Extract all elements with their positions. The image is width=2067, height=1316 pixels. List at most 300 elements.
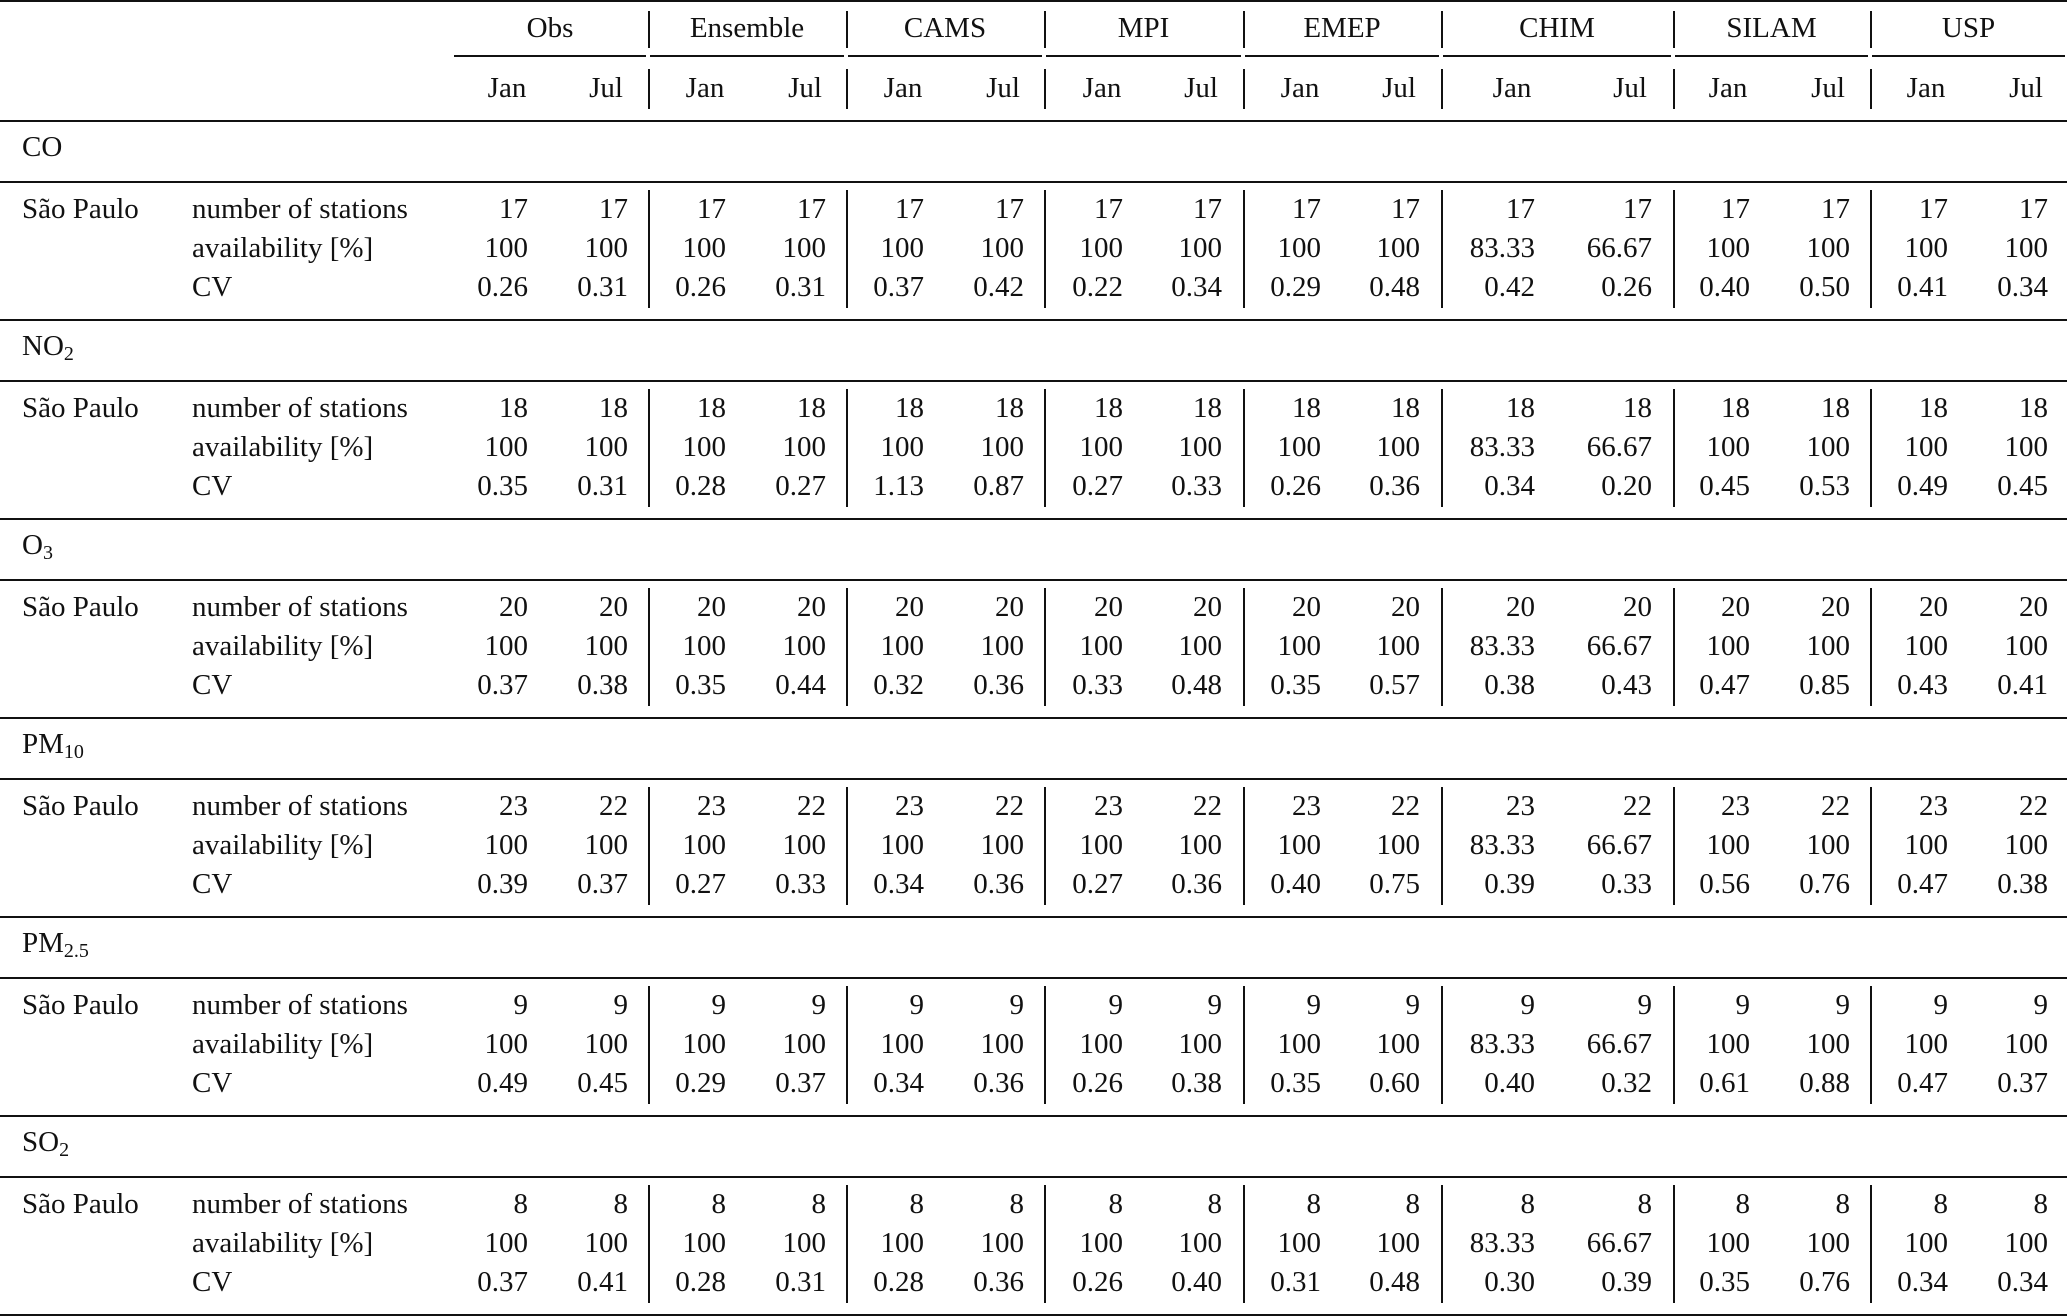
species-name: CO [22, 131, 63, 163]
table-cell: 0.35 [477, 470, 528, 502]
table-cell: 9 [1306, 989, 1321, 1021]
table-cell: 0.57 [1369, 669, 1420, 701]
row-label: number of stations [192, 989, 408, 1021]
table-cell: 100 [1079, 829, 1123, 861]
group-header: Ensemble [689, 12, 805, 44]
species-subscript: 2 [63, 343, 74, 365]
table-cell: 20 [1391, 591, 1420, 623]
table-cell: 100 [1806, 232, 1850, 264]
table-cell: 18 [1292, 392, 1321, 424]
table-cell: 8 [1637, 1188, 1652, 1220]
table-cell: 0.43 [1601, 669, 1652, 701]
column-divider [846, 190, 848, 308]
table-cell: 20 [2019, 591, 2048, 623]
table-cell: 100 [1376, 232, 1420, 264]
table-cell: 0.26 [675, 271, 726, 303]
table-cell: 23 [499, 790, 528, 822]
table-cell: 8 [909, 1188, 924, 1220]
table-cell: 100 [980, 1028, 1024, 1060]
table-cell: 17 [1919, 193, 1948, 225]
column-divider [1044, 1185, 1046, 1303]
table-cell: 18 [599, 392, 628, 424]
table-cell: 0.28 [675, 1266, 726, 1298]
month-header: Jul [2009, 72, 2043, 104]
table-cell: 0.56 [1699, 868, 1750, 900]
table-cell: 100 [682, 1227, 726, 1259]
table-cell: 17 [599, 193, 628, 225]
table-cell: 66.67 [1586, 829, 1652, 861]
table-cell: 8 [2033, 1188, 2048, 1220]
column-divider [1673, 389, 1675, 507]
table-cell: 100 [1806, 431, 1850, 463]
table-cell: 17 [1821, 193, 1850, 225]
table-cell: 9 [2033, 989, 2048, 1021]
table-cell: 100 [782, 630, 826, 662]
table-cell: 0.48 [1171, 669, 1222, 701]
table-cell: 17 [895, 193, 924, 225]
table-cell: 100 [1277, 232, 1321, 264]
site-label: São Paulo [22, 790, 139, 822]
table-cell: 0.88 [1799, 1067, 1850, 1099]
column-divider [1243, 1185, 1245, 1303]
table-cell: 8 [1207, 1188, 1222, 1220]
table-cell: 8 [1835, 1188, 1850, 1220]
table-cell: 17 [1506, 193, 1535, 225]
table-cell: 100 [584, 630, 628, 662]
month-header: Jul [1811, 72, 1845, 104]
species-subscript: 2 [59, 1139, 70, 1161]
table-cell: 100 [2004, 1028, 2048, 1060]
table-cell: 20 [1506, 591, 1535, 623]
column-divider [1673, 986, 1675, 1104]
table-cell: 100 [1079, 232, 1123, 264]
column-divider [648, 787, 650, 905]
table-cell: 0.31 [775, 271, 826, 303]
table-cell: 8 [1009, 1188, 1024, 1220]
column-divider [648, 1185, 650, 1303]
table-cell: 100 [1904, 630, 1948, 662]
table-cell: 18 [697, 392, 726, 424]
table-cell: 100 [1277, 630, 1321, 662]
table-cell: 100 [584, 1028, 628, 1060]
group-underline [1675, 55, 1868, 57]
species-label [22, 1125, 69, 1159]
table-cell: 8 [1520, 1188, 1535, 1220]
table-cell: 100 [584, 829, 628, 861]
group-header: CAMS [903, 12, 987, 44]
table-cell: 17 [995, 193, 1024, 225]
table-cell: 20 [1721, 591, 1750, 623]
table-cell: 0.36 [1369, 470, 1420, 502]
row-label: availability [%] [192, 431, 374, 463]
table-cell: 0.76 [1799, 1266, 1850, 1298]
table-cell: 0.20 [1601, 470, 1652, 502]
site-label: São Paulo [22, 591, 139, 623]
table-cell: 22 [1623, 790, 1652, 822]
column-divider [648, 389, 650, 507]
table-cell: 100 [1178, 630, 1222, 662]
table-cell: 66.67 [1586, 232, 1652, 264]
row-label: CV [192, 868, 233, 900]
table-cell: 100 [484, 1227, 528, 1259]
table-cell: 18 [797, 392, 826, 424]
table-cell: 8 [1735, 1188, 1750, 1220]
table-cell: 0.39 [1484, 868, 1535, 900]
month-header: Jul [1382, 72, 1416, 104]
table-cell: 100 [1806, 1227, 1850, 1259]
table-cell: 18 [895, 392, 924, 424]
table-cell: 100 [484, 431, 528, 463]
table-cell: 100 [980, 630, 1024, 662]
section-rule [0, 319, 2067, 321]
row-label: availability [%] [192, 630, 374, 662]
table-cell: 9 [811, 989, 826, 1021]
table-cell: 100 [1376, 1227, 1420, 1259]
table-cell: 9 [1735, 989, 1750, 1021]
column-divider [1441, 588, 1443, 706]
table-cell: 0.36 [973, 669, 1024, 701]
table-cell: 17 [1721, 193, 1750, 225]
table-cell: 100 [1904, 1227, 1948, 1259]
section-rule [0, 518, 2067, 520]
table-cell: 23 [1094, 790, 1123, 822]
species-label [22, 329, 74, 363]
species-rule [0, 778, 2067, 780]
species-label [22, 727, 84, 761]
group-underline [848, 55, 1042, 57]
table-cell: 9 [513, 989, 528, 1021]
species-rule [0, 977, 2067, 979]
month-header: Jul [986, 72, 1020, 104]
table-cell: 17 [1292, 193, 1321, 225]
table-cell: 0.34 [1171, 271, 1222, 303]
column-divider [1673, 588, 1675, 706]
month-header: Jul [1184, 72, 1218, 104]
table-cell: 8 [1405, 1188, 1420, 1220]
column-divider [846, 389, 848, 507]
table-cell: 9 [613, 989, 628, 1021]
table-cell: 0.35 [1270, 669, 1321, 701]
group-underline [1872, 55, 2065, 57]
top-rule [0, 0, 2067, 2]
table-cell: 0.26 [477, 271, 528, 303]
row-label: CV [192, 669, 233, 701]
row-label: number of stations [192, 193, 408, 225]
table-cell: 100 [980, 1227, 1024, 1259]
table-cell: 17 [1094, 193, 1123, 225]
table-cell: 0.34 [1997, 1266, 2048, 1298]
table-cell: 100 [880, 829, 924, 861]
row-label: number of stations [192, 1188, 408, 1220]
table-cell: 0.32 [873, 669, 924, 701]
table-cell: 100 [1904, 1028, 1948, 1060]
table-cell: 100 [484, 232, 528, 264]
table-cell: 0.26 [1072, 1266, 1123, 1298]
table-cell: 20 [1094, 591, 1123, 623]
column-divider [648, 986, 650, 1104]
month-divider [1870, 69, 1872, 109]
table-cell: 9 [909, 989, 924, 1021]
table-cell: 100 [782, 1028, 826, 1060]
table-cell: 100 [1277, 431, 1321, 463]
table-cell: 0.33 [1072, 669, 1123, 701]
table-cell: 100 [782, 1227, 826, 1259]
table-cell: 0.41 [1897, 271, 1948, 303]
column-divider [846, 787, 848, 905]
table-cell: 18 [995, 392, 1024, 424]
table-cell: 0.40 [1699, 271, 1750, 303]
table-cell: 18 [1391, 392, 1420, 424]
table-cell: 100 [1178, 232, 1222, 264]
table-cell: 0.76 [1799, 868, 1850, 900]
table-cell: 0.34 [873, 1067, 924, 1099]
species-name: NO [22, 330, 64, 362]
species-subscript: 2.5 [63, 940, 89, 962]
table-cell: 100 [1079, 1028, 1123, 1060]
column-divider [1441, 1185, 1443, 1303]
table-cell: 20 [1919, 591, 1948, 623]
table-cell: 100 [1178, 1028, 1222, 1060]
table-cell: 100 [1706, 232, 1750, 264]
group-divider [1870, 11, 1872, 48]
table-cell: 9 [1933, 989, 1948, 1021]
group-header: Obs [526, 12, 574, 44]
row-label: number of stations [192, 591, 408, 623]
table-cell: 100 [682, 630, 726, 662]
table-cell: 0.48 [1369, 1266, 1420, 1298]
column-divider [1673, 190, 1675, 308]
table-cell: 100 [1376, 630, 1420, 662]
table-cell: 83.33 [1469, 431, 1535, 463]
column-divider [1044, 787, 1046, 905]
table-cell: 0.34 [1897, 1266, 1948, 1298]
table-cell: 8 [811, 1188, 826, 1220]
group-underline [1443, 55, 1671, 57]
group-header: SILAM [1726, 12, 1817, 44]
table-cell: 9 [1405, 989, 1420, 1021]
table-cell: 100 [782, 431, 826, 463]
table-cell: 100 [980, 431, 1024, 463]
table-cell: 0.38 [1997, 868, 2048, 900]
species-subscript: 10 [63, 741, 84, 763]
column-divider [1870, 787, 1872, 905]
table-cell: 100 [682, 431, 726, 463]
table-cell: 17 [697, 193, 726, 225]
table-cell: 100 [2004, 829, 2048, 861]
table-cell: 20 [1821, 591, 1850, 623]
table-cell: 0.45 [1699, 470, 1750, 502]
table-cell: 22 [995, 790, 1024, 822]
table-cell: 0.37 [775, 1067, 826, 1099]
species-name: SO [22, 1126, 60, 1158]
column-divider [1044, 190, 1046, 308]
species-rule [0, 1176, 2067, 1178]
species-rule [0, 380, 2067, 382]
site-label: São Paulo [22, 1188, 139, 1220]
month-header: Jul [788, 72, 822, 104]
table-cell: 0.37 [477, 1266, 528, 1298]
table-cell: 0.38 [1171, 1067, 1222, 1099]
table-cell: 100 [2004, 1227, 2048, 1259]
table-cell: 100 [880, 630, 924, 662]
table-cell: 22 [599, 790, 628, 822]
table-cell: 0.28 [675, 470, 726, 502]
table-cell: 20 [797, 591, 826, 623]
table-cell: 0.36 [973, 868, 1024, 900]
table-cell: 17 [2019, 193, 2048, 225]
species-subscript: 3 [42, 542, 53, 564]
table-cell: 0.49 [1897, 470, 1948, 502]
group-divider [1673, 11, 1675, 48]
table-cell: 20 [697, 591, 726, 623]
month-header: Jan [487, 72, 527, 104]
species-rule [0, 181, 2067, 183]
table-cell: 0.31 [577, 470, 628, 502]
table-cell: 0.45 [577, 1067, 628, 1099]
table-cell: 8 [513, 1188, 528, 1220]
section-rule [0, 717, 2067, 719]
group-header: EMEP [1303, 12, 1381, 44]
group-underline [650, 55, 844, 57]
column-divider [1441, 389, 1443, 507]
table-cell: 100 [1806, 829, 1850, 861]
table-cell: 100 [484, 630, 528, 662]
section-rule [0, 1115, 2067, 1117]
table-cell: 8 [711, 1188, 726, 1220]
table-cell: 100 [1706, 1028, 1750, 1060]
table-cell: 100 [1904, 431, 1948, 463]
group-divider [648, 11, 650, 48]
species-rule [0, 579, 2067, 581]
table-cell: 0.26 [1270, 470, 1321, 502]
group-divider [1044, 11, 1046, 48]
table-cell: 20 [1623, 591, 1652, 623]
table-cell: 0.40 [1484, 1067, 1535, 1099]
table-cell: 0.26 [1072, 1067, 1123, 1099]
table-cell: 0.33 [1601, 868, 1652, 900]
table-cell: 0.33 [775, 868, 826, 900]
table-cell: 100 [880, 232, 924, 264]
table-cell: 100 [980, 232, 1024, 264]
row-label: CV [192, 271, 233, 303]
month-divider [648, 69, 650, 109]
table-cell: 0.29 [675, 1067, 726, 1099]
table-cell: 0.32 [1601, 1067, 1652, 1099]
table-cell: 18 [1721, 392, 1750, 424]
row-label: availability [%] [192, 232, 374, 264]
table-cell: 18 [1821, 392, 1850, 424]
table-cell: 100 [2004, 232, 2048, 264]
table-cell: 20 [895, 591, 924, 623]
species-label [22, 130, 62, 164]
table-cell: 100 [880, 431, 924, 463]
table-cell: 0.37 [577, 868, 628, 900]
month-header: Jan [1280, 72, 1320, 104]
table-cell: 9 [1009, 989, 1024, 1021]
table-cell: 17 [1193, 193, 1222, 225]
table-cell: 18 [1919, 392, 1948, 424]
table-cell: 0.31 [577, 271, 628, 303]
table-cell: 0.34 [1484, 470, 1535, 502]
table-cell: 0.41 [1997, 669, 2048, 701]
table-cell: 100 [584, 431, 628, 463]
column-divider [1673, 1185, 1675, 1303]
table-cell: 8 [1306, 1188, 1321, 1220]
row-label: availability [%] [192, 1227, 374, 1259]
column-divider [648, 190, 650, 308]
table-cell: 100 [1806, 1028, 1850, 1060]
table-cell: 100 [484, 829, 528, 861]
table-cell: 100 [1376, 1028, 1420, 1060]
species-label [22, 528, 53, 562]
table-cell: 100 [1706, 630, 1750, 662]
table-cell: 0.35 [1699, 1266, 1750, 1298]
section-rule [0, 916, 2067, 918]
column-divider [1243, 588, 1245, 706]
site-label: São Paulo [22, 193, 139, 225]
row-label: availability [%] [192, 829, 374, 861]
table-cell: 18 [1193, 392, 1222, 424]
table-cell: 100 [1079, 630, 1123, 662]
table-cell: 20 [1292, 591, 1321, 623]
table-cell: 0.28 [873, 1266, 924, 1298]
month-header: Jan [1492, 72, 1532, 104]
table-cell: 20 [599, 591, 628, 623]
table-cell: 20 [995, 591, 1024, 623]
table-cell: 0.30 [1484, 1266, 1535, 1298]
table-cell: 18 [1506, 392, 1535, 424]
table-cell: 17 [797, 193, 826, 225]
column-divider [1441, 986, 1443, 1104]
table-cell: 100 [1904, 232, 1948, 264]
table-cell: 0.27 [1072, 470, 1123, 502]
table-cell: 83.33 [1469, 1028, 1535, 1060]
table-cell: 0.44 [775, 669, 826, 701]
table-cell: 0.47 [1699, 669, 1750, 701]
table-cell: 0.31 [775, 1266, 826, 1298]
table-cell: 100 [2004, 630, 2048, 662]
table-cell: 66.67 [1586, 1227, 1652, 1259]
table-cell: 0.45 [1997, 470, 2048, 502]
table-cell: 0.33 [1171, 470, 1222, 502]
table-cell: 0.37 [477, 669, 528, 701]
table-cell: 0.60 [1369, 1067, 1420, 1099]
table-cell: 23 [1721, 790, 1750, 822]
table-cell: 20 [1193, 591, 1222, 623]
table-cell: 100 [1079, 1227, 1123, 1259]
table-cell: 8 [1933, 1188, 1948, 1220]
group-underline [454, 55, 646, 57]
table-cell: 100 [1904, 829, 1948, 861]
table-cell: 0.37 [873, 271, 924, 303]
table-cell: 0.40 [1171, 1266, 1222, 1298]
column-divider [1044, 986, 1046, 1104]
table-cell: 0.42 [973, 271, 1024, 303]
group-underline [1245, 55, 1439, 57]
table-cell: 0.34 [1997, 271, 2048, 303]
month-divider [1243, 69, 1245, 109]
table-cell: 83.33 [1469, 1227, 1535, 1259]
table-cell: 9 [1520, 989, 1535, 1021]
table-cell: 0.35 [1270, 1067, 1321, 1099]
table-cell: 0.37 [1997, 1067, 2048, 1099]
table-cell: 23 [895, 790, 924, 822]
table-cell: 83.33 [1469, 829, 1535, 861]
table-cell: 0.29 [1270, 271, 1321, 303]
column-divider [1441, 787, 1443, 905]
table-cell: 0.43 [1897, 669, 1948, 701]
table-cell: 0.75 [1369, 868, 1420, 900]
